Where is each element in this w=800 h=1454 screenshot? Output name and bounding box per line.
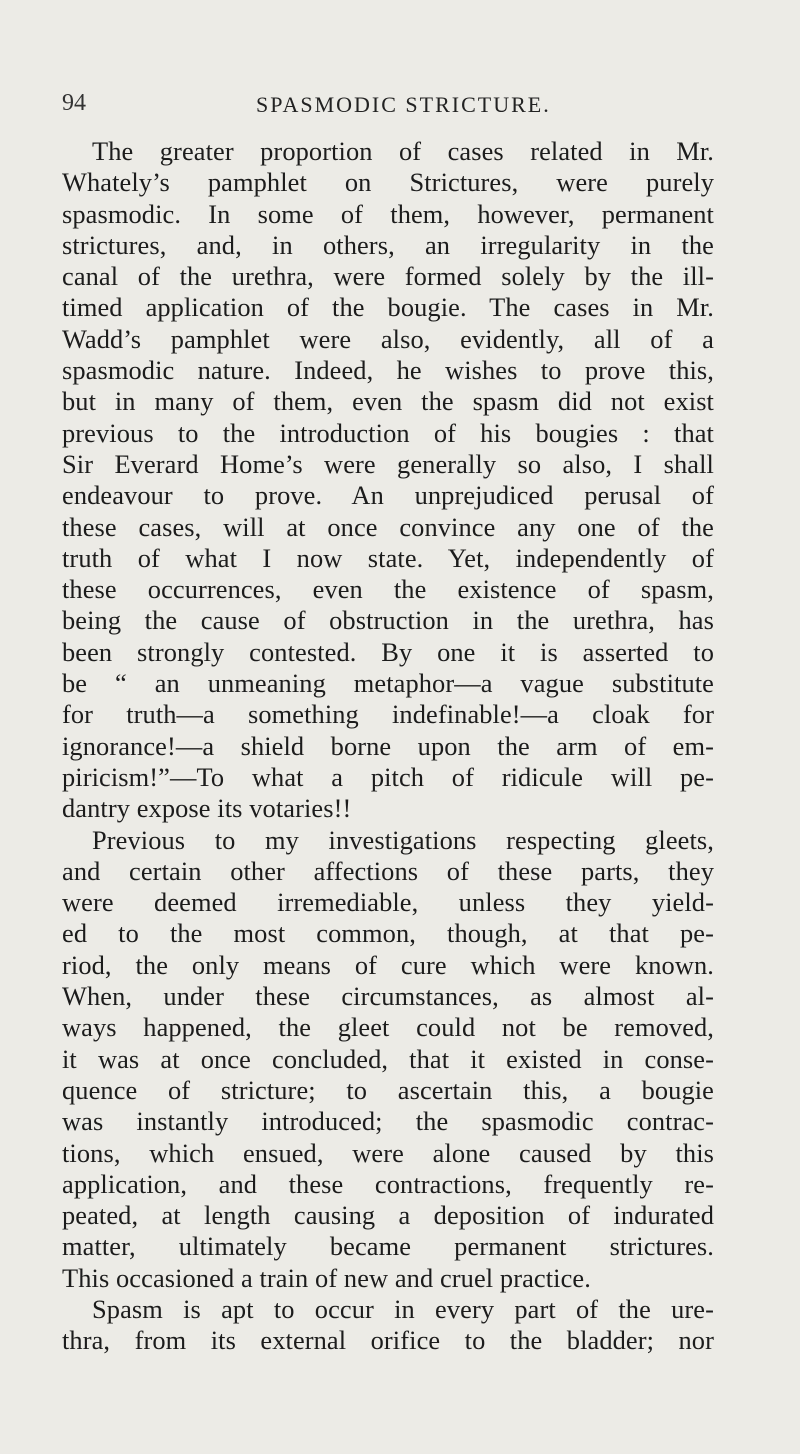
text-line: ways happened, the gleet could not be removed,	[62, 1012, 714, 1043]
text-line: peated, at length causing a deposition of indurated	[62, 1200, 714, 1231]
text-line: thra, from its external orifice to the bladder; nor	[62, 1325, 714, 1356]
body-text	[62, 136, 714, 1357]
text-line: these cases, will at once convince any one of the	[62, 511, 714, 542]
text-line: it was at once concluded, that it existed in conse-	[62, 1043, 714, 1074]
text-line: Sir Everard Home’s were generally so also, I shall	[62, 448, 714, 479]
text-line: be “ an unmeaning metaphor—a vague substitute	[62, 668, 714, 699]
text-line: tions, which ensued, were alone caused by this	[62, 1137, 714, 1168]
text-line: spasmodic. In some of them, however, permanent	[62, 198, 714, 229]
text-line: were deemed irremediable, unless they yield-	[62, 887, 714, 918]
text-line: riod, the only means of cure which were known.	[62, 949, 714, 980]
text-line: When, under these circumstances, as almost al-	[62, 981, 714, 1012]
text-line: matter, ultimately became permanent strictures.	[62, 1231, 714, 1262]
text-line: dantry expose its votaries!!	[62, 793, 352, 824]
text-line: endeavour to prove. An unprejudiced perusal of	[62, 480, 714, 511]
text-line: truth of what I now state. Yet, independently of	[62, 542, 714, 573]
text-line: application, and these contractions, frequently re-	[62, 1168, 714, 1199]
text-line: This occasioned a train of new and cruel practice.	[62, 1262, 591, 1293]
text-line: these occurrences, even the existence of spasm,	[62, 574, 714, 605]
text-line: Spasm is apt to occur in every part of the ure-	[92, 1293, 714, 1324]
text-line: The greater proportion of cases related in Mr.	[92, 136, 714, 166]
text-line: quence of stricture; to ascertain this, a bougie	[62, 1074, 714, 1105]
text-line: previous to the introduction of his bougies : that	[62, 417, 714, 448]
text-line: spasmodic nature. Indeed, he wishes to prove this,	[62, 355, 714, 386]
text-line: but in many of them, even the spasm did not exist	[62, 386, 714, 417]
text-line: canal of the urethra, were formed solely by the ill-	[62, 261, 714, 292]
text-line: piricism!”—To what a pitch of ridicule will pe-	[62, 761, 714, 792]
page-number: 94	[62, 90, 86, 116]
text-line: strictures, and, in others, an irregularity in the	[62, 229, 714, 260]
text-line: was instantly introduced; the spasmodic contrac-	[62, 1106, 714, 1137]
text-line: being the cause of obstruction in the urethra, has	[62, 605, 714, 636]
text-line: Whately’s pamphlet on Strictures, were purely	[62, 167, 714, 198]
text-line: ed to the most common, though, at that pe-	[62, 918, 714, 949]
text-line: Previous to my investigations respecting gleets,	[92, 824, 714, 855]
text-line: timed application of the bougie. The cases in Mr.	[62, 292, 714, 323]
page-header	[62, 90, 762, 122]
text-line: and certain other affections of these parts, they	[62, 855, 714, 886]
text-line: for truth—a something indefinable!—a cloak for	[62, 699, 714, 730]
running-title: SPASMODIC STRICTURE.	[256, 92, 551, 117]
text-line: Wadd’s pamphlet were also, evidently, all of a	[62, 323, 714, 354]
text-line: been strongly contested. By one it is asserted to	[62, 636, 714, 667]
text-line: ignorance!—a shield borne upon the arm of em-	[62, 730, 714, 761]
